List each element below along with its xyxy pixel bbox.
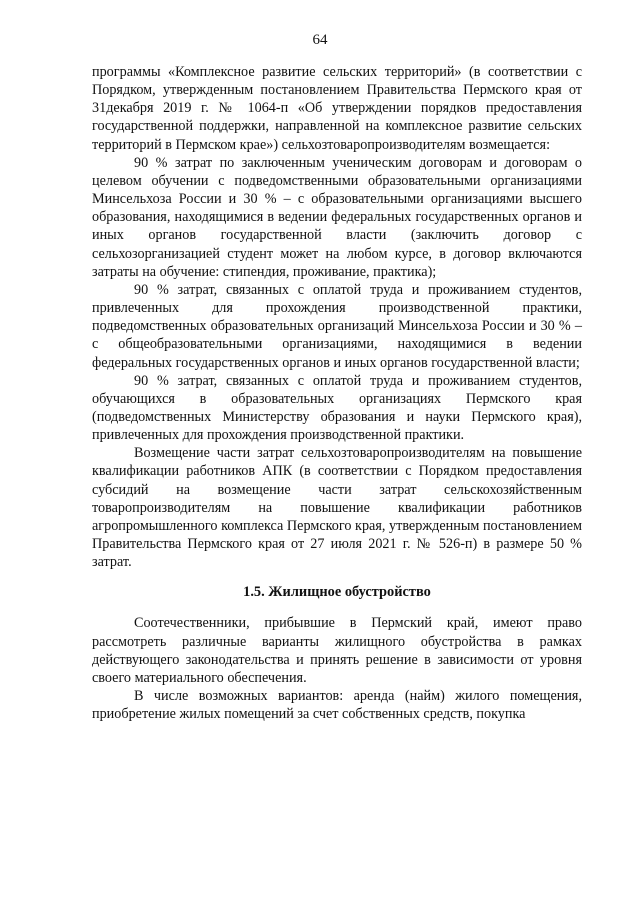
paragraph-program-intro: программы «Комплексное развитие сельских территорий» (в соответствии с Порядком, утвержденным постановлением Правительства Пермского края от 31декабря 2019 г. № 1064-п «Об утверждении порядков предоставления государственной поддержки, направленной на комплексное развитие сельских территорий в Пермском крае») сельхозтоваропроизводителям возмещается:: [92, 64, 582, 153]
page-number: 64: [312, 32, 328, 48]
paragraph-student-contracts: 90 % затрат по заключенным ученическим договорам и договорам о целевом обучении с подведомственными образовательными организациями Минсельхоза России и 30 % – с образовательными организациями высшего образования, находящимися в ведении федеральных государственных органов и иных органов государственной власти (заключить договор с сельхозорганизацией студент может на любом курсе, в договор включаются затраты на обучение: стипендия, проживание, практика);: [92, 154, 582, 280]
document-body: [92, 63, 582, 723]
section-heading: 1.5. Жилищное обустройство: [243, 584, 431, 601]
paragraph-housing-variants: В числе возможных вариантов: аренда (найм) жилого помещения, приобретение жилых помещений за счет собственных средств, покупка: [92, 688, 582, 723]
paragraph-practice-costs-perm: 90 % затрат, связанных с оплатой труда и проживанием студентов, обучающихся в образовательных организациях Пермского края (подведомственных Министерству образования и науки Пермского края), привлеченных для прохождения производственной практики.: [92, 372, 582, 444]
paragraph-qualification-compensation: Возмещение части затрат сельхозтоваропроизводителям на повышение квалификации работников АПК (в соответствии с Порядком предоставления субсидий на возмещение части затрат сельскохозяйственным товаропроизводителям на повышение квалификации работников агропромышленного комплекса Пермского края, утвержденным постановлением Правительства Пермского края от 27 июля 2021 г. № 526-п) в размере 50 % затрат.: [92, 445, 582, 571]
paragraph-practice-costs-ministry: 90 % затрат, связанных с оплатой труда и проживанием студентов, привлеченных для прохождения производственной практики, подведомственных образовательных организаций Минсельхоза России и 30 % – с общеобразовательными организациями, находящимися в ведении федеральных государственных органов и иных органов государственной власти;: [92, 281, 582, 371]
paragraph-housing-options: Соотечественники, прибывшие в Пермский край, имеют право рассмотреть различные варианты жилищного обустройства в рамках действующего законодательства и принять решение в зависимости от уровня своего материального обеспечения.: [92, 615, 582, 686]
